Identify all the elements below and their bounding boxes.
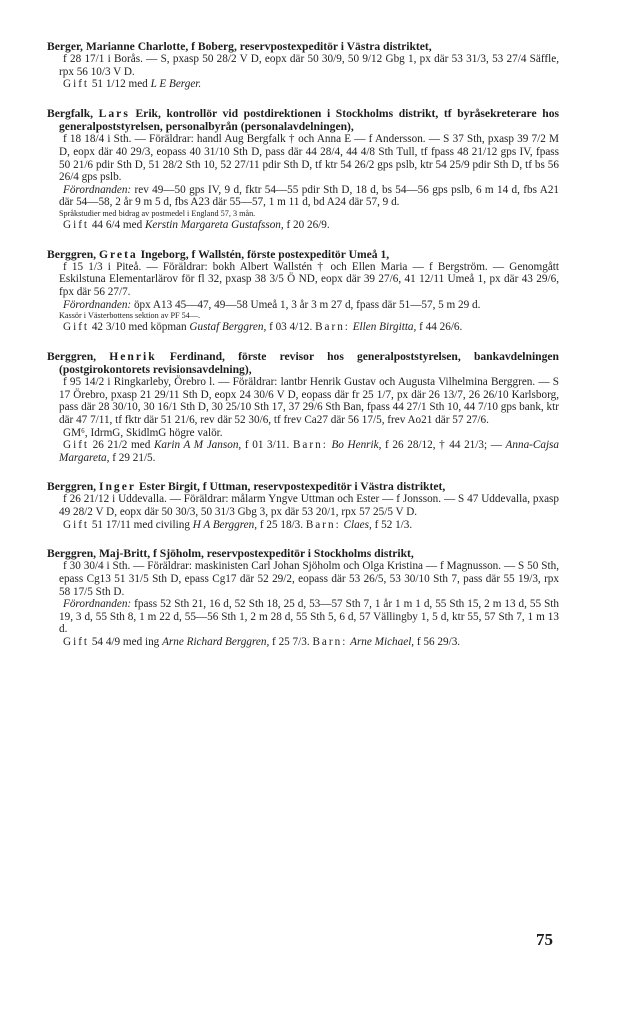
entry-body (47, 493, 559, 531)
entry-body (47, 376, 559, 464)
entry-note: Kassör i Västerbottens sektion av PF 54—. (59, 311, 201, 321)
entry-berggren-henrik (47, 350, 559, 465)
entry-heading: Bergfalk, Lars Erik, kontrollör vid postdirektionen i Stockholms distrikt, tf byråsekreterare hos generalpoststyrelsen, personalbyrån (personalavdelningen), (47, 106, 559, 134)
entry-career: f 30 30/4 i Sth. — Föräldrar: maskinisten Carl Johan Sjöholm och Olga Kristina — f Magnusson. — S 50 Sth, epass Cg13 51 31/5 Sth D, epass Cg17 där 52 29/2, eopass där 53 26/5, 53 30/10 Sth 7, pass där 55 19/3, rpx 58 17/5 Sth D. (59, 560, 559, 598)
entry-bergfalk-lars (47, 107, 559, 232)
entry-career: f 26 21/12 i Uddevalla. — Föräldrar: målarm Yngve Uttman och Ester — f Jonsson. — S 47 Uddevalla, pxasp 49 28/2 V D, eopx där 50 30/3, 50 31/3 Gbg 3, px där 53 20/1, rpx 57 25/5 V D. (59, 493, 559, 519)
entry-appointments: Förordnanden: öpx A13 45—47, 49—58 Umeå 1, 3 år 3 m 27 d, fpass där 51—57, 5 m 29 d. (63, 298, 481, 311)
entry-heading: Berggren, Inger Ester Birgit, f Uttman, reservpostexpeditör i Västra distriktet, (47, 480, 446, 494)
entry-marriage: Gift 54 4/9 med ing Arne Richard Berggren, f 25 7/3. Barn: Arne Michael, f 56 29/3. (63, 636, 461, 649)
entry-body (47, 53, 559, 91)
entry-heading: Berggren, Greta Ingeborg, f Wallstén, förste postexpeditör Umeå 1, (47, 247, 390, 261)
entry-heading: Berggren, Maj-Britt, f Sjöholm, reservpostexpeditör i Stockholms distrikt, (47, 547, 414, 561)
entry-body (47, 133, 559, 231)
entry-berger-marianne (47, 40, 559, 91)
entry-berggren-maj-britt (47, 547, 559, 648)
register-page (47, 40, 559, 665)
entry-marriage: Gift 51 17/11 med civiling H A Berggren, f 25 18/3. Barn: Claes, f 52 1/3. (63, 518, 413, 531)
page-number: 75 (536, 930, 553, 949)
entry-note: Språkstudier med bidrag av postmedel i England 57, 3 mån. (59, 208, 256, 218)
entry-heading: Berger, Marianne Charlotte, f Boberg, reservpostexpeditör i Västra distriktet, (47, 40, 432, 53)
entry-decorations: GM⁶, IdrmG, SkidlmG högre valör. (63, 426, 223, 439)
entry-marriage: Gift 44 6/4 med Kerstin Margareta Gustafsson, f 20 26/9. (63, 218, 330, 231)
entry-marriage: Gift 51 1/12 med L E Berger. (63, 78, 202, 91)
entry-career: f 28 17/1 i Borås. — S, pxasp 50 28/2 V D, eopx där 50 30/9, 50 9/12 Gbg 1, px där 53 31/3, 53 27/4 Säffle, rpx 56 10/3 V D. (59, 53, 559, 78)
entry-appointments: Förordnanden: rev 49—50 gps IV, 9 d, fktr 54—55 pdir Sth D, 18 d, bs 54—56 gps pslb, 6 m 14 d, fbs A21 där 54—58, 2 år 9 m 5 d, fbs A23 där 55—57, 1 m 11 d, bd A24 där 57, 9 d. (59, 183, 560, 209)
entry-career: f 95 14/2 i Ringkarleby, Örebro l. — Föräldrar: lantbr Henrik Gustav och Augusta Vilhelmina Berggren. — S 17 Örebro, pxasp 21 29/11 Sth D, eopx 24 30/6 V D, eopass där fr 25 1/7, px där 26 13/7, 26 26/10 Karlsborg, pass där 28 30/10, 30 16/1 Sth D, 30 25/10 Sth 17, 37 29/6 Sth Ban, fpass 44 27/1 Sth 10, 44 7/10 gps bank, ktr där 47 7/11, tf fktr där 51 21/6, rev där 52 30/6, tf frev Ca27 där 56 17/5, frev Ao21 där 57 27/6. (59, 376, 559, 426)
entry-appointments: Förordnanden: fpass 52 Sth 21, 16 d, 52 Sth 18, 25 d, 53—57 Sth 7, 1 år 1 m 1 d, 55 Sth 15, 2 m 13 d, 55 Sth 19, 3 d, 55 Sth 8, 1 m 22 d, 55—56 Sth 1, 2 m 28 d, 55 Sth 5, 6 d, 57 Vällingby 1, 5 d, ktr 55, 57 Sth 7, 1 m 13 d. (59, 598, 559, 636)
entry-berggren-greta (47, 248, 559, 334)
entry-career: f 18 18/4 i Sth. — Föräldrar: handl Aug Bergfalk † och Anna E — f Andersson. — S 37 Sth, pxasp 39 7/2 M D, eopx där 40 29/3, eopass 40 31/10 Sth D, pass där 44 28/4, 44 4/8 Sth Tull, tf fpass 48 21/12 gps IV, fpass 50 21/6 pdir Sth D, 51 28/2 Sth 10, 52 27/11 pdir Sth D, tf ktr 54 26/2 gps pslb, ktr 54 25/9 pdir Sth D, tf bs 56 26/4 gps pslb. (59, 133, 559, 184)
entry-berggren-inger (47, 480, 559, 531)
entry-heading: Berggren, Henrik Ferdinand, förste revisor hos generalpoststyrelsen, bankavdelningen (postgirokontorets revisionsavdelning), (47, 349, 559, 376)
entry-marriage: Gift 26 21/2 med Karin A M Janson, f 01 3/11. Barn: Bo Henrik, f 26 28/12, † 44 21/3; — Anna-Cajsa Margareta, f 29 21/5. (59, 439, 559, 464)
entry-career: f 15 1/3 i Piteå. — Föräldrar: bokh Albert Wallstén † och Ellen Maria — f Bergström. — Genomgått Eskilstuna Elementarlärov för fl 32, pxasp 38 3/5 Ö ND, eopx där 39 27/6, 41 12/11 Umeå 1, px där 43 29/6, fpx där 56 27/7. (59, 260, 559, 298)
entry-body (47, 560, 559, 648)
entry-body (47, 261, 559, 334)
entry-marriage: Gift 42 3/10 med köpman Gustaf Berggren, f 03 4/12. Barn: Ellen Birgitta, f 44 26/6. (63, 321, 463, 334)
